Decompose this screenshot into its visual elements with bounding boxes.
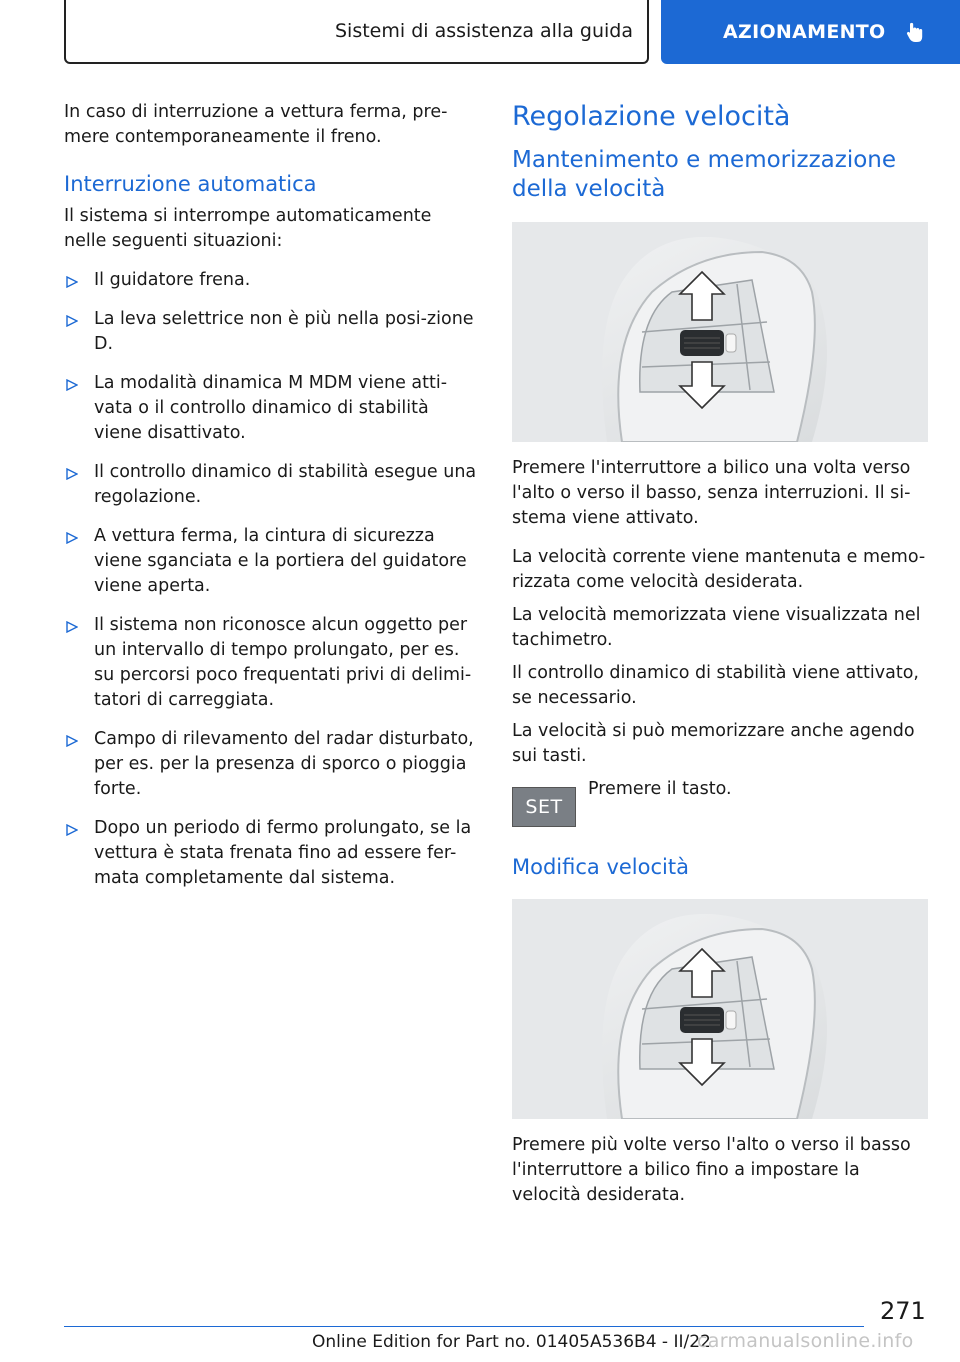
subheading-hold-and-store-speed: Mantenimento e memorizzazione della velocità bbox=[512, 147, 897, 202]
footer-divider bbox=[64, 1326, 864, 1327]
set-button-instruction bbox=[512, 777, 928, 827]
header-section-title: Sistemi di assistenza alla guida bbox=[334, 20, 633, 42]
paragraph-change-speed: Premere più volte verso l'alto o verso il basso l'interruttore a bilico fino a impostare la velocità desiderata. bbox=[512, 1135, 911, 1205]
list-item: La leva selettrice non è più nella posi-zione D. bbox=[64, 307, 478, 357]
intro-paragraph: In caso di interruzione a vettura ferma, pre-mere contemporaneamente il freno. bbox=[64, 102, 448, 147]
footer-edition: Online Edition for Part no. 01405A536B4 - II/22 bbox=[312, 1332, 711, 1352]
list-item: La modalità dinamica M MDM viene atti-vata o il controllo dinamico di stabilità viene disattivato. bbox=[64, 371, 478, 446]
page-number: 271 bbox=[880, 1297, 926, 1325]
heading-change-speed: Modifica velocità bbox=[512, 855, 689, 879]
set-button-text: Premere il tasto. bbox=[588, 779, 732, 799]
triangle-bullet-icon bbox=[66, 379, 78, 391]
lead-paragraph: Il sistema si interrompe automaticamente nelle seguenti situazioni: bbox=[64, 206, 432, 251]
paragraph-rocker-activate: Premere l'interruttore a bilico una volta verso l'alto o verso il basso, senza interruzioni. Il si-stema viene attivato. bbox=[512, 458, 911, 528]
left-column bbox=[64, 100, 478, 905]
heading-automatic-interruption: Interruzione automatica bbox=[64, 172, 317, 196]
triangle-bullet-icon bbox=[66, 276, 78, 288]
header-chapter-tab bbox=[661, 0, 960, 64]
paragraph-speed-stored: La velocità corrente viene mantenuta e memo-rizzata come velocità desiderata. bbox=[512, 547, 926, 592]
list-item: Il sistema non riconosce alcun oggetto per un intervallo di tempo prolungato, per es. su percorsi poco frequentati privi di delimi-tatori di carreggiata. bbox=[64, 613, 478, 713]
list-item: Campo di rilevamento del radar disturbato, per es. per la presenza di sporco o pioggia forte. bbox=[64, 727, 478, 802]
hand-pointer-icon bbox=[904, 19, 930, 45]
watermark: carmanualsonline.info bbox=[697, 1330, 914, 1352]
list-item: Il controllo dinamico di stabilità esegue una regolazione. bbox=[64, 460, 478, 510]
triangle-bullet-icon bbox=[66, 621, 78, 633]
header-chapter-title: AZIONAMENTO bbox=[723, 21, 886, 43]
set-button: SET bbox=[512, 787, 576, 827]
triangle-bullet-icon bbox=[66, 824, 78, 836]
header-section-tab bbox=[64, 0, 649, 64]
triangle-bullet-icon bbox=[66, 532, 78, 544]
paragraph-speed-display: La velocità memorizzata viene visualizzata nel tachimetro. bbox=[512, 605, 921, 650]
list-item: A vettura ferma, la cintura di sicurezza viene sganciata e la portiera del guidatore viene aperta. bbox=[64, 524, 478, 599]
interruption-list bbox=[64, 268, 478, 891]
steering-wheel-rocker-switch-photo-2 bbox=[512, 899, 928, 1119]
paragraph-dsc-activation: Il controllo dinamico di stabilità viene attivato, se necessario. bbox=[512, 663, 919, 708]
steering-wheel-rocker-switch-photo bbox=[512, 222, 928, 442]
triangle-bullet-icon bbox=[66, 735, 78, 747]
heading-speed-regulation: Regolazione velocità bbox=[512, 101, 791, 132]
triangle-bullet-icon bbox=[66, 315, 78, 327]
triangle-bullet-icon bbox=[66, 468, 78, 480]
list-item: Il guidatore frena. bbox=[64, 268, 478, 293]
right-column bbox=[512, 100, 928, 1222]
paragraph-store-via-buttons: La velocità si può memorizzare anche agendo sui tasti. bbox=[512, 721, 915, 766]
list-item: Dopo un periodo di fermo prolungato, se la vettura è stata frenata fino ad essere fer-mata completamente dal sistema. bbox=[64, 816, 478, 891]
